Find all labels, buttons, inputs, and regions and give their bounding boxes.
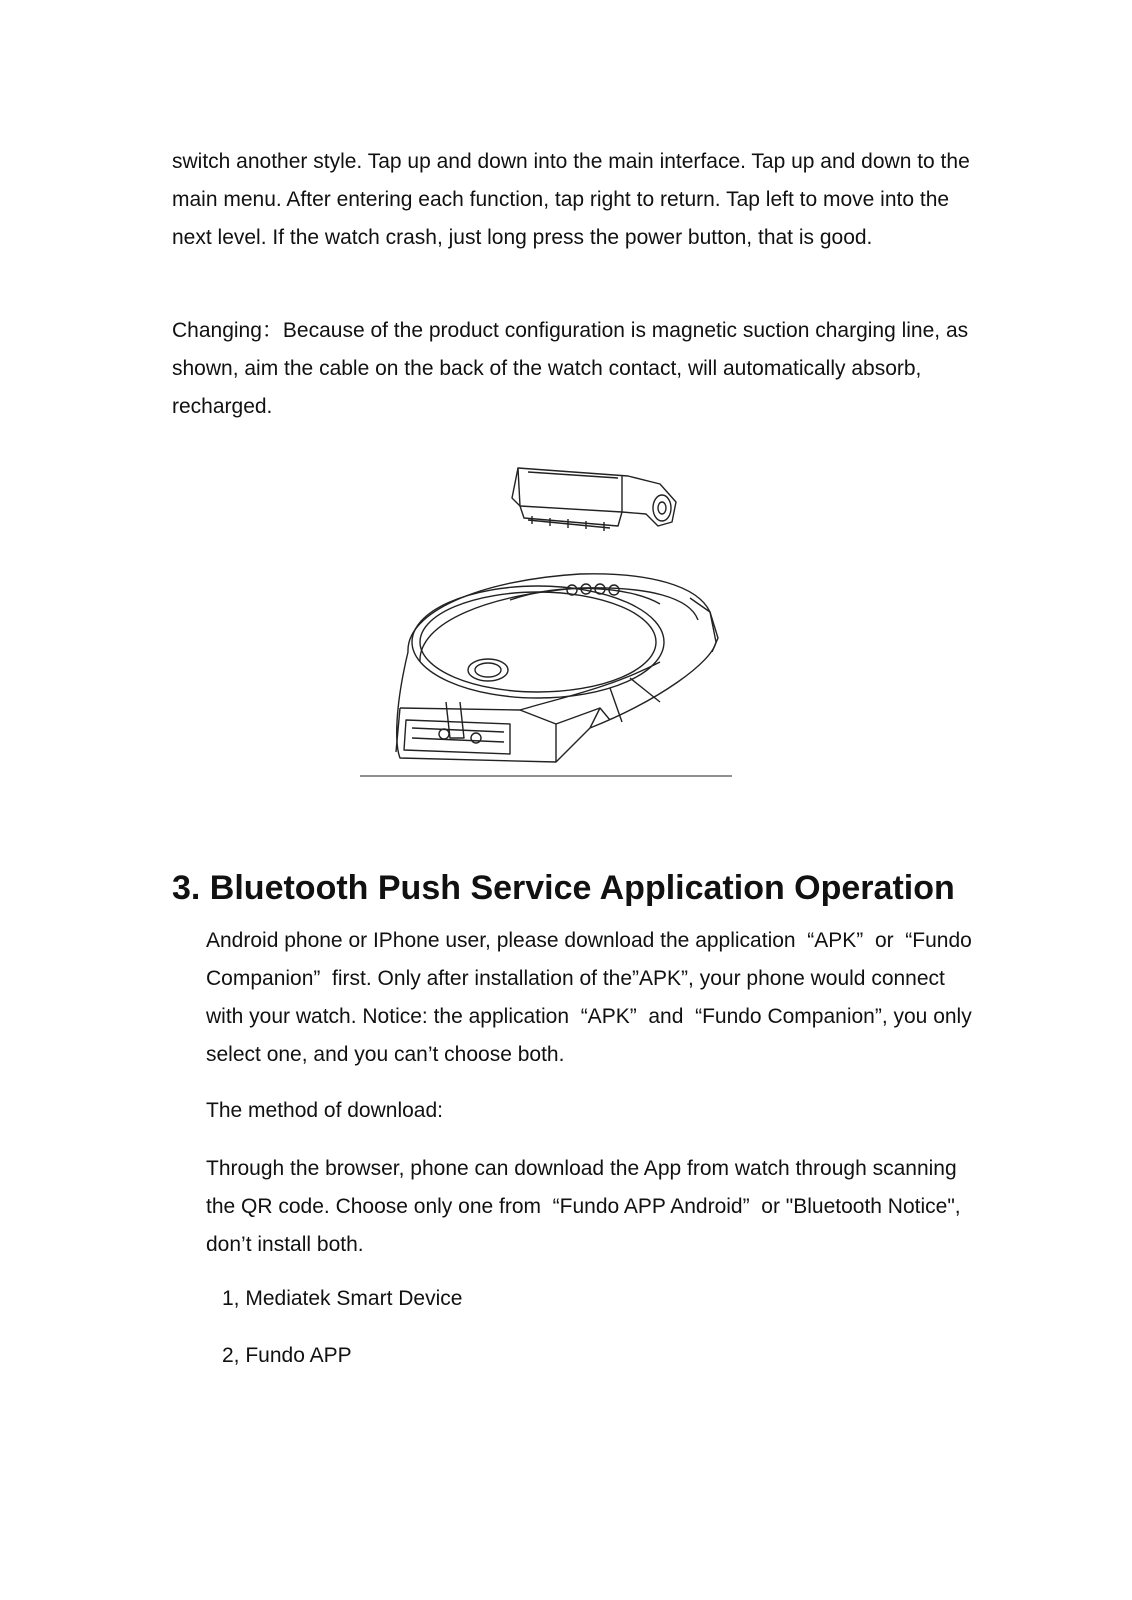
charging-connector-drawing [512, 468, 676, 531]
paragraph-charging: Changing：Because of the product configuration is magnetic suction charging line, as shown, aim the cable on the back of the watch contact, will automatically absorb, recharged. [172, 319, 974, 418]
list-item-mediatek: 1, Mediatek Smart Device [222, 1287, 463, 1310]
paragraph-instructions: switch another style. Tap up and down into the main interface. Tap up and down to the main menu. After entering each function, tap right to return. Tap left to move into the next level. If the watch crash, just long press the power button, that is good. [172, 150, 976, 249]
section-heading: 3. Bluetooth Push Service Application Operation [172, 869, 955, 907]
watch-back-drawing [396, 574, 718, 762]
charger-illustration [360, 462, 740, 802]
paragraph-method-text: Through the browser, phone can download the App from watch through scanning the QR code. Choose only one from “Fundo APP Android” or "Bluetooth Notice", don’t install both. [206, 1157, 967, 1256]
list-item-fundo: 2, Fundo APP [222, 1344, 352, 1367]
paragraph-app-intro: Android phone or IPhone user, please download the application “APK” or “Fundo Companion” first. Only after installation of the”APK”, your phone would connect with your watch. Notice: the application “APK” and “Fundo Companion”, you only select one, and you can’t choose both. [206, 929, 978, 1066]
paragraph-method-label: The method of download: [206, 1099, 443, 1122]
